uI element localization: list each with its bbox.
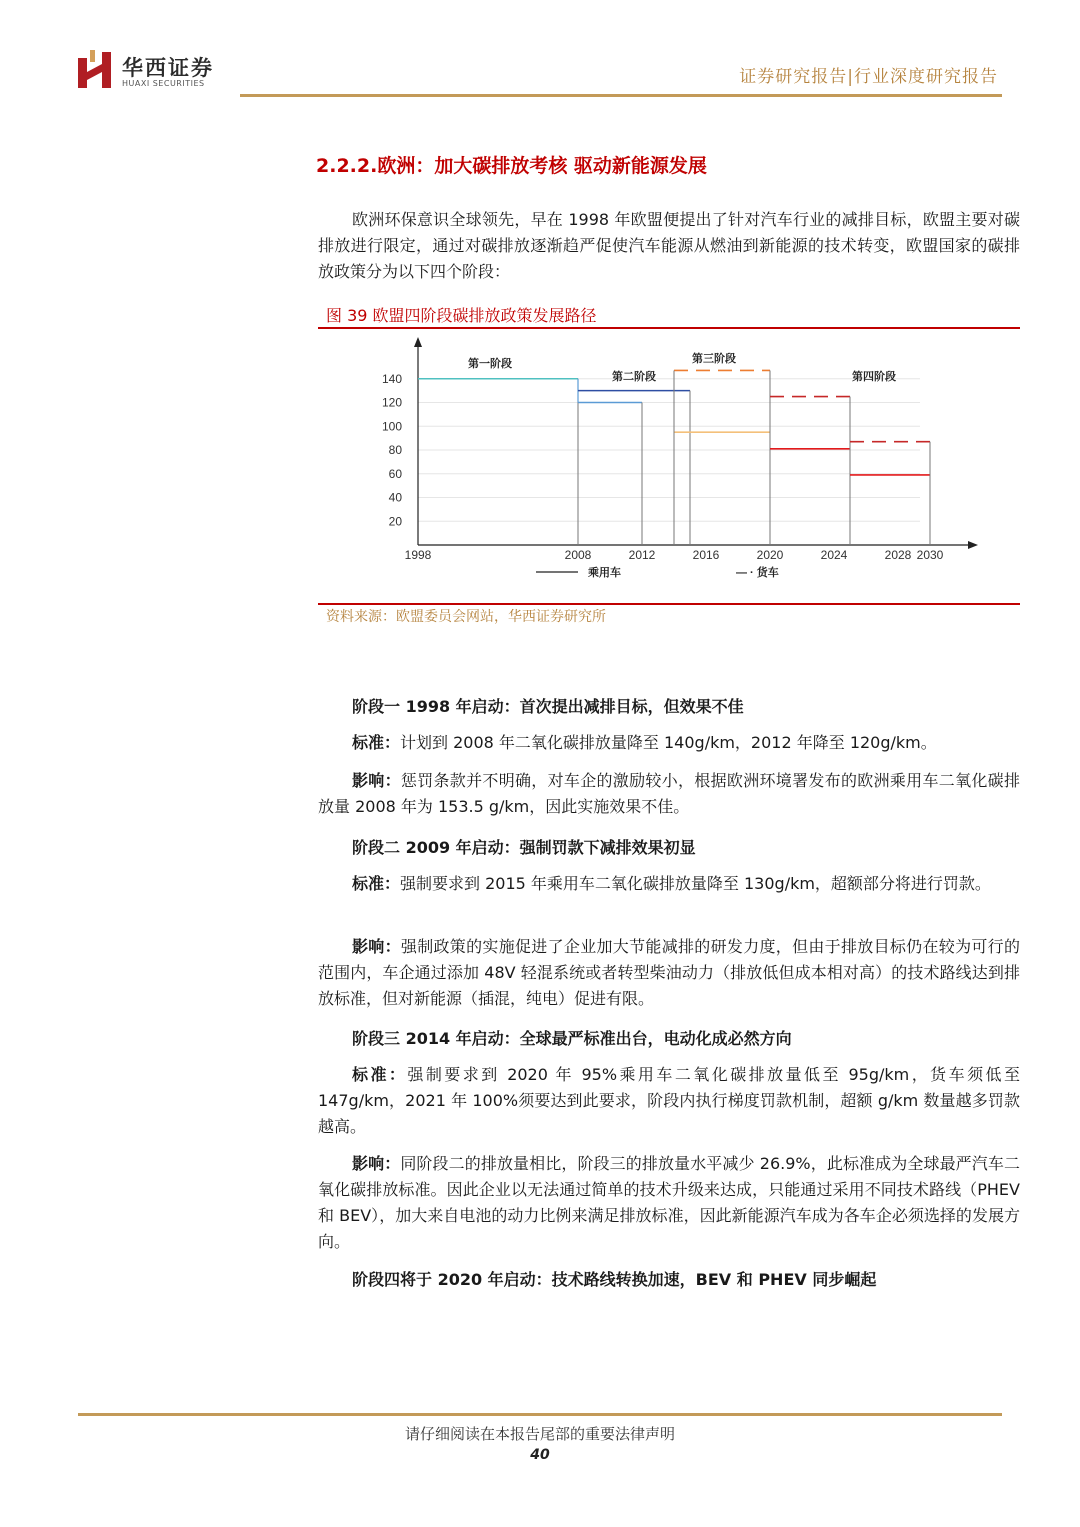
intro-paragraph: 欧洲环保意识全球领先，早在 1998 年欧盟便提出了针对汽车行业的减排目标，欧盟主要对碳排放进行限定，通过对碳排放逐渐趋严促使汽车能源从燃油到新能源的技术转变，欧盟国家的碳排放政策分为以下四个阶段：	[318, 210, 1020, 281]
stage-2-standard-text: 强制要求到 2015 年乘用车二氧化碳排放量降至 130g/km，超额部分将进行罚款。	[400, 874, 991, 893]
legal-notice: 请仔细阅读在本报告尾部的重要法律声明	[404, 1425, 675, 1443]
stage-2-heading: 阶段二 2009 年启动：强制罚款下减排效果初显	[352, 838, 696, 857]
header-divider	[240, 94, 1002, 97]
stage-1-standard	[318, 730, 1020, 756]
stage-2-impact	[318, 934, 1020, 1012]
x-tick-label: 2020	[756, 548, 784, 562]
y-tick-label: 20	[388, 514, 402, 529]
y-tick-label: 100	[381, 419, 402, 434]
stage-3-impact-lead: 影响：	[352, 1154, 401, 1173]
stage-3-standard-text: 强制要求到 2020 年 95%乘用车二氧化碳排放量低至 95g/km，货车须低至 147g/km，2021 年 100%须要达到此要求，阶段内执行梯度罚款机制，超额 g/km 数量越多罚款越高。	[318, 1065, 1020, 1136]
stage-4-heading: 阶段四将于 2020 年启动：技术路线转换加速，BEV 和 PHEV 同步崛起	[352, 1270, 877, 1289]
stage-label: 第四阶段	[852, 370, 896, 383]
page-number: 40	[530, 1447, 550, 1463]
figure-bottom-rule	[318, 603, 1020, 605]
y-tick-label: 140	[381, 371, 402, 386]
footer-divider	[78, 1413, 1002, 1416]
x-tick-label: 1998	[404, 548, 432, 562]
x-tick-label: 2012	[628, 548, 656, 562]
x-axis-arrow	[968, 541, 978, 549]
y-tick-label: 120	[381, 395, 402, 410]
stage-3-standard	[318, 1062, 1020, 1140]
stage-label: 第三阶段	[692, 353, 736, 366]
stage-2-impact-lead: 影响：	[352, 937, 401, 956]
stage-label: 第二阶段	[612, 370, 656, 383]
stage-3-impact-text: 同阶段二的排放量相比，阶段三的排放量水平减少 26.9%，此标准成为全球最严汽车二氧化碳排放标准。因此企业以无法通过简单的技术升级来达成，只能通过采用不同技术路线（PHEV 和 BEV），加大来自电池的动力比例来满足排放标准，因此新能源汽车成为各车企必须选择的发展方向。	[318, 1154, 1020, 1251]
y-tick-label: 60	[388, 466, 402, 481]
stage-2-standard-lead: 标准：	[352, 874, 401, 893]
stage-1-heading: 阶段一 1998 年启动：首次提出减排目标，但效果不佳	[352, 697, 744, 716]
stage-1-impact-lead: 影响：	[352, 771, 401, 790]
stage-2-standard	[318, 871, 1020, 897]
figure-title: 图 39 欧盟四阶段碳排放政策发展路径	[326, 306, 597, 325]
stage-2-impact-text: 强制政策的实施促进了企业加大节能减排的研发力度，但由于排放目标仍在较为可行的范围内，车企通过添加 48V 轻混系统或者转型柴油动力（排放低但成本相对高）的技术路线达到排放标准，但对新能源（插混，纯电）促进有限。	[318, 937, 1020, 1008]
figure-top-rule	[318, 327, 1020, 329]
y-tick-label: 40	[388, 490, 402, 505]
x-tick-label: 2016	[692, 548, 720, 562]
x-tick-label: 2030	[916, 548, 944, 562]
stage-3-heading: 阶段三 2014 年启动：全球最严标准出台，电动化成必然方向	[352, 1029, 792, 1048]
stage-1-standard-text: 计划到 2008 年二氧化碳排放量降至 140g/km，2012 年降至 120g/km。	[400, 733, 937, 752]
y-axis-arrow	[414, 337, 422, 347]
stage-1-impact	[318, 768, 1020, 820]
page-header	[0, 0, 1080, 100]
legend-label-truck: — · 货车	[736, 567, 779, 579]
figure-source: 资料来源：欧盟委员会网站，华西证券研究所	[326, 609, 606, 625]
stage-3-impact	[318, 1151, 1020, 1255]
stage-1-standard-lead: 标准：	[352, 733, 401, 752]
logo-name-cn: 华西证券	[122, 56, 214, 80]
huaxi-logo-icon	[78, 50, 114, 90]
legend-label-passenger: 乘用车	[588, 567, 621, 579]
policy-chart	[360, 335, 990, 595]
section-title: 2.2.2.欧洲：加大碳排放考核 驱动新能源发展	[316, 155, 707, 177]
x-tick-label: 2024	[820, 548, 848, 562]
y-tick-label: 80	[388, 443, 402, 457]
stage-1-impact-text: 惩罚条款并不明确，对车企的激励较小，根据欧洲环境署发布的欧洲乘用车二氧化碳排放量 2008 年为 153.5 g/km，因此实施效果不佳。	[318, 771, 1020, 816]
report-type: 证券研究报告|行业深度研究报告	[739, 67, 998, 87]
logo-name-en: HUAXI SECURITIES	[122, 79, 205, 88]
stage-label: 第一阶段	[468, 357, 512, 370]
x-tick-label: 2028	[884, 548, 912, 562]
stage-3-standard-lead: 标准：	[352, 1065, 408, 1084]
x-tick-label: 2008	[564, 548, 592, 562]
